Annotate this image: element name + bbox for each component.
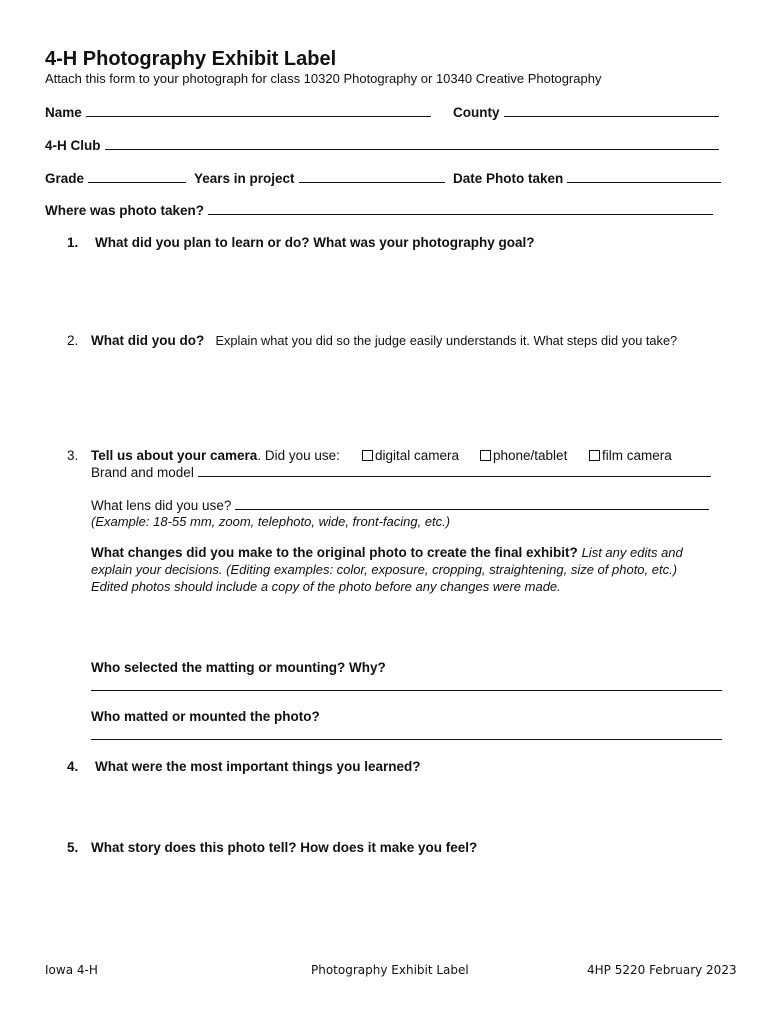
option-label: phone/tablet [493,448,568,463]
footer-right: 4HP 5220 February 2023 [587,963,737,977]
option-phone-tablet[interactable] [480,448,567,463]
years-input-line[interactable] [299,170,445,183]
checkbox-icon[interactable] [589,450,600,461]
q4-number: 4. [67,759,79,774]
q3-did-you-use: . Did you use: [257,448,340,463]
q1-text: What did you plan to learn or do? What was your photography goal? [95,235,535,250]
brand-model-field [91,464,711,480]
lens-example: (Example: 18-55 mm, zoom, telephoto, wide, front-facing, etc.) [91,514,451,529]
option-film-camera[interactable] [589,448,672,463]
name-field [45,104,431,120]
club-label: 4-H Club [45,138,101,153]
q5-text: What story does this photo tell? How does it make you feel? [91,840,478,855]
matting-question: Who selected the matting or mounting? Why? [91,660,386,675]
q5-number: 5. [67,840,79,855]
q2-bold: What did you do? [91,333,205,348]
where-label: Where was photo taken? [45,203,205,218]
changes-line-1 [91,545,683,560]
q3-text [91,448,340,463]
date-input-line[interactable] [567,170,721,183]
q2-number: 2. [67,333,79,348]
q2-text [91,333,677,348]
name-input-line[interactable] [86,104,431,117]
option-digital-camera[interactable] [362,448,459,463]
changes-bold: What changes did you make to the original photo to create the final exhibit? [91,545,578,560]
changes-line-3: Edited photos should include a copy of the photo before any changes were made. [91,579,561,594]
lens-label: What lens did you use? [91,498,232,513]
county-input-line[interactable] [504,104,719,117]
brand-label: Brand and model [91,465,194,480]
lens-input-line[interactable] [235,497,709,510]
footer-center: Photography Exhibit Label [311,963,469,977]
years-field [194,170,445,186]
lens-field [91,497,709,513]
brand-input-line[interactable] [198,464,711,477]
changes-line-2: explain your decisions. (Editing examples: color, exposure, cropping, straightening, size of photo, etc.) [91,562,678,577]
county-label: County [453,105,500,120]
where-input-line[interactable] [208,202,713,215]
q4-text: What were the most important things you learned? [95,759,421,774]
page-subtitle: Attach this form to your photograph for class 10320 Photography or 10340 Creative Photography [45,71,602,86]
name-label: Name [45,105,82,120]
club-input-line[interactable] [105,137,719,150]
grade-field [45,170,186,186]
club-field [45,137,719,153]
grade-input-line[interactable] [88,170,186,183]
date-field [453,170,721,186]
date-label: Date Photo taken [453,171,564,186]
where-field [45,202,713,218]
q1-number: 1. [67,235,79,250]
checkbox-icon[interactable] [362,450,373,461]
page-title: 4-H Photography Exhibit Label [45,48,337,70]
q3-number: 3. [67,448,79,463]
checkbox-icon[interactable] [480,450,491,461]
grade-label: Grade [45,171,85,186]
matted-question: Who matted or mounted the photo? [91,709,320,724]
years-label: Years in project [194,171,295,186]
option-label: digital camera [375,448,460,463]
county-field [453,104,719,120]
footer-left: Iowa 4-H [45,963,98,977]
matting-answer-line[interactable] [91,690,722,691]
option-label: film camera [602,448,672,463]
matted-answer-line[interactable] [91,739,722,740]
q3-bold: Tell us about your camera [91,448,258,463]
changes-italic-1: List any edits and [581,545,683,560]
q2-explain: Explain what you did so the judge easily understands it. What steps did you take? [215,333,678,348]
